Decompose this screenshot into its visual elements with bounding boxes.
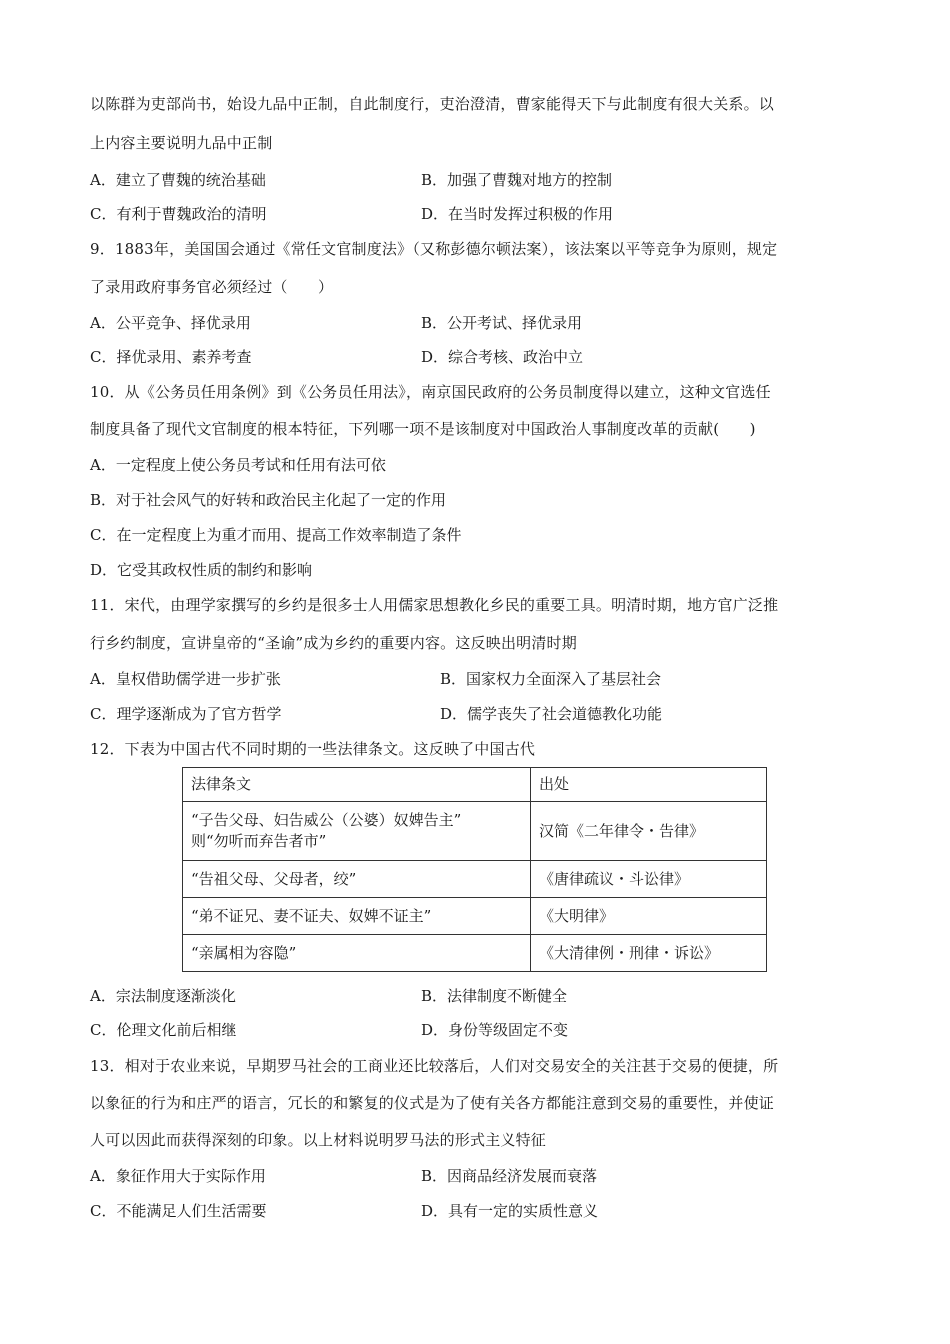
article-line1: “子告父母、妇告威公（公婆）奴婢告主” [191,811,462,829]
table-cell-article [183,802,531,861]
table-cell-source: 《大清律例・刑律・诉讼》 [531,935,767,972]
article-line2: 则“勿听而弃告者市” [191,832,327,850]
q12-option-c: C．伦理文化前后相继 [90,1021,237,1039]
table-cell-article: “亲属相为容隐” [183,935,531,972]
law-articles-table [182,767,767,972]
q11-option-c: C．理学逐渐成为了官方哲学 [90,705,282,723]
q10-option-a: A．一定程度上使公务员考试和任用有法可依 [90,456,386,474]
table-header-articles: 法律条文 [183,768,531,802]
q9-option-a: A．公平竞争、择优录用 [90,314,251,332]
q8-option-d: D．在当时发挥过积极的作用 [421,205,614,223]
q12-option-a: A．宗法制度逐渐淡化 [90,987,236,1005]
q10-stem-line2: 制度具备了现代文官制度的根本特征，下列哪一项不是该制度对中国政治人事制度改革的贡献( ) [90,420,756,438]
q13-option-c: C．不能满足人们生活需要 [90,1202,267,1220]
table-cell-source: 《大明律》 [531,898,767,935]
q13-stem-line2: 以象征的行为和庄严的语言，冗长的和繁复的仪式是为了使有关各方都能注意到交易的重要性，并使证 [90,1094,775,1112]
q9-option-b: B．公开考试、择优录用 [421,314,583,332]
q8-stem-line1: 以陈群为吏部尚书，始设九品中正制，自此制度行，吏治澄清，曹家能得天下与此制度有很大关系。以 [90,95,775,113]
table-header-source: 出处 [531,768,767,802]
q10-option-d: D．它受其政权性质的制约和影响 [90,561,313,579]
table-row [183,898,767,935]
table-cell-source: 汉简《二年律令・告律》 [531,802,767,861]
q10-option-c: C．在一定程度上为重才而用、提高工作效率制造了条件 [90,526,462,544]
q8-option-b: B．加强了曹魏对地方的控制 [421,171,613,189]
q10-option-b: B．对于社会风气的好转和政治民主化起了一定的作用 [90,491,447,509]
q8-option-c: C．有利于曹魏政治的清明 [90,205,267,223]
q11-option-d: D．儒学丧失了社会道德教化功能 [440,705,663,723]
q9-stem-line2: 了录用政府事务官必须经过（ ） [90,278,334,296]
table-cell-source: 《唐律疏议・斗讼律》 [531,861,767,898]
q13-option-d: D．具有一定的实质性意义 [421,1202,599,1220]
q13-option-a: A．象征作用大于实际作用 [90,1167,266,1185]
q8-option-a: A．建立了曹魏的统治基础 [90,171,266,189]
q9-option-c: C．择优录用、素养考查 [90,348,252,366]
q11-option-b: B．国家权力全面深入了基层社会 [440,670,662,688]
q8-stem-line2: 上内容主要说明九品中正制 [90,134,273,152]
table-header-row [183,768,767,802]
q12-option-b: B．法律制度不断健全 [421,987,568,1005]
table-row [183,935,767,972]
q9-stem-line1: 9．1883年，美国国会通过《常任文官制度法》（又称彭德尔顿法案），该法案以平等竞争为原则，规定 [90,240,778,258]
q13-option-b: B．因商品经济发展而衰落 [421,1167,598,1185]
q12-option-d: D．身份等级固定不变 [421,1021,569,1039]
q9-option-d: D．综合考核、政治中立 [421,348,584,366]
table-cell-article: “告祖父母、父母者，绞” [183,861,531,898]
q12-stem: 12．下表为中国古代不同时期的一些法律条文。这反映了中国古代 [90,740,536,758]
q11-option-a: A．皇权借助儒学进一步扩张 [90,670,281,688]
q13-stem-line1: 13．相对于农业来说，早期罗马社会的工商业还比较落后，人们对交易安全的关注甚于交易的便捷，所 [90,1057,779,1075]
table-cell-article: “弟不证兄、妻不证夫、奴婢不证主” [183,898,531,935]
table-row [183,861,767,898]
q10-stem-line1: 10．从《公务员任用条例》到《公务员任用法》，南京国民政府的公务员制度得以建立，这种文官选任 [90,383,771,401]
q11-stem-line1: 11．宋代，由理学家撰写的乡约是很多士人用儒家思想教化乡民的重要工具。明清时期，地方官广泛推 [90,596,779,614]
q13-stem-line3: 人可以因此而获得深刻的印象。以上材料说明罗马法的形式主义特征 [90,1131,547,1149]
table-row [183,802,767,861]
q11-stem-line2: 行乡约制度，宣讲皇帝的“圣谕”成为乡约的重要内容。这反映出明清时期 [90,634,577,652]
